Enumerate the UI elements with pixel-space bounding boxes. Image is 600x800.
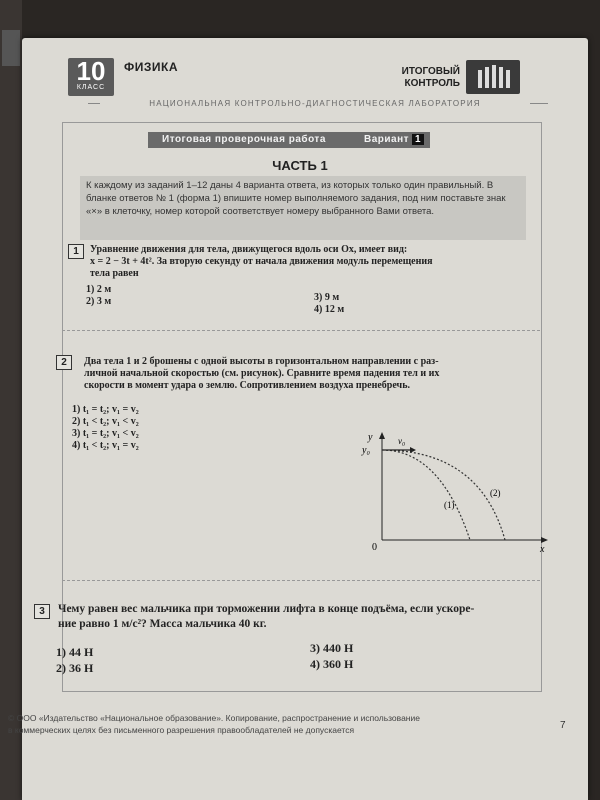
q2-option-4: 4) t₁ < t₂; v₁ = v₂ <box>72 440 139 451</box>
subject-title: ФИЗИКА <box>124 60 178 74</box>
footer-line1: © ООО «Издательство «Национальное образование». Копирование, распространение и использование <box>8 713 420 723</box>
separator-1 <box>62 330 540 331</box>
page-number: 7 <box>560 720 566 731</box>
trajectory-graph <box>360 430 560 555</box>
left-background <box>0 0 22 800</box>
separator-2 <box>62 580 540 581</box>
q3-line2: ние равно 1 м/с²? Масса мальчика 40 кг. <box>58 618 267 630</box>
q1-option-4: 4) 12 м <box>314 304 345 315</box>
copyright-footer <box>8 712 478 736</box>
question-number-3: 3 <box>34 604 50 619</box>
grade-number: 10 <box>76 56 106 86</box>
velocity-arrow-icon <box>410 447 416 453</box>
q1-option-2: 2) 3 м <box>86 296 112 307</box>
question-1-text <box>90 244 530 280</box>
v0-label: v₀ <box>398 436 406 446</box>
control-title <box>380 66 460 90</box>
book-spine-icon <box>2 30 20 66</box>
variant-number: 1 <box>412 134 424 145</box>
title-bar <box>148 132 430 148</box>
part-title: ЧАСТЬ 1 <box>272 158 328 173</box>
instructions-text: К каждому из заданий 1–12 даны 4 варианта ответа, из которых только один правильный. В бланке ответов № 1 (форма 1) впишите номер выполняемого задания, под ним поставьте знак «×» в клеточку, номер которой соответствует номеру выбранного Вами ответа. <box>86 180 506 217</box>
q1-line3: тела равен <box>90 268 139 279</box>
origin-label: 0 <box>372 542 377 553</box>
q3-line1: Чему равен вес мальчика при торможении лифта в конце подъёма, если ускоре- <box>58 603 475 615</box>
q1-line1: Уравнение движения для тела, движущегося вдоль оси Ox, имеет вид: <box>90 244 408 255</box>
instructions-box <box>80 176 526 240</box>
q2-line3: скорости в момент удара о землю. Сопротивлением воздуха пренебречь. <box>84 380 410 391</box>
x-axis-label: x <box>540 544 545 555</box>
q2-option-2: 2) t₁ < t₂; v₁ < v₂ <box>72 416 139 427</box>
control-line2: КОНТРОЛЬ <box>404 78 460 89</box>
publisher-logo-icon <box>466 60 520 94</box>
question-2-text <box>84 356 536 392</box>
curve-1-label: (1) <box>444 500 455 510</box>
trajectory-2 <box>382 450 505 540</box>
y-axis-arrow-icon <box>379 432 385 439</box>
variant <box>364 134 424 145</box>
y0-label: y₀ <box>362 445 370 456</box>
grade-badge <box>68 58 114 96</box>
question-number-1: 1 <box>68 244 84 259</box>
q2-option-1: 1) t₁ = t₂; v₁ = v₂ <box>72 404 139 415</box>
q3-option-1: 1) 44 Н <box>56 645 94 659</box>
q2-line1: Два тела 1 и 2 брошены с одной высоты в горизонтальном направлении с раз- <box>84 356 439 367</box>
y-axis-label: y <box>368 432 373 443</box>
work-title: Итоговая проверочная работа <box>162 134 326 145</box>
x-axis-arrow-icon <box>541 537 548 543</box>
control-line1: ИТОГОВЫЙ <box>401 66 460 77</box>
question-3-text <box>58 602 538 632</box>
variant-label: Вариант <box>364 134 410 145</box>
q3-option-4: 4) 360 Н <box>310 657 354 671</box>
question-number-2: 2 <box>56 355 72 370</box>
q1-line2: x = 2 − 3t + 4t². За вторую секунду от начала движения модуль перемещения <box>90 256 433 267</box>
trajectory-1 <box>382 450 470 540</box>
grade-label: КЛАСС <box>76 84 106 91</box>
q3-option-3: 3) 440 Н <box>310 641 354 655</box>
q1-option-1: 1) 2 м <box>86 284 112 295</box>
q3-option-2: 2) 36 Н <box>56 661 94 675</box>
curve-2-label: (2) <box>490 488 501 498</box>
q2-option-3: 3) t₁ = t₂; v₁ < v₂ <box>72 428 139 439</box>
q2-line2: личной начальной скоростью (см. рисунок). Сравните время падения тел и их <box>84 368 440 379</box>
lab-name: НАЦИОНАЛЬНАЯ КОНТРОЛЬНО-ДИАГНОСТИЧЕСКАЯ ЛАБОРАТОРИЯ <box>100 99 530 108</box>
footer-line2: в коммерческих целях без письменного разрешения правообладателей не допускается <box>8 725 355 735</box>
q1-option-3: 3) 9 м <box>314 292 340 303</box>
